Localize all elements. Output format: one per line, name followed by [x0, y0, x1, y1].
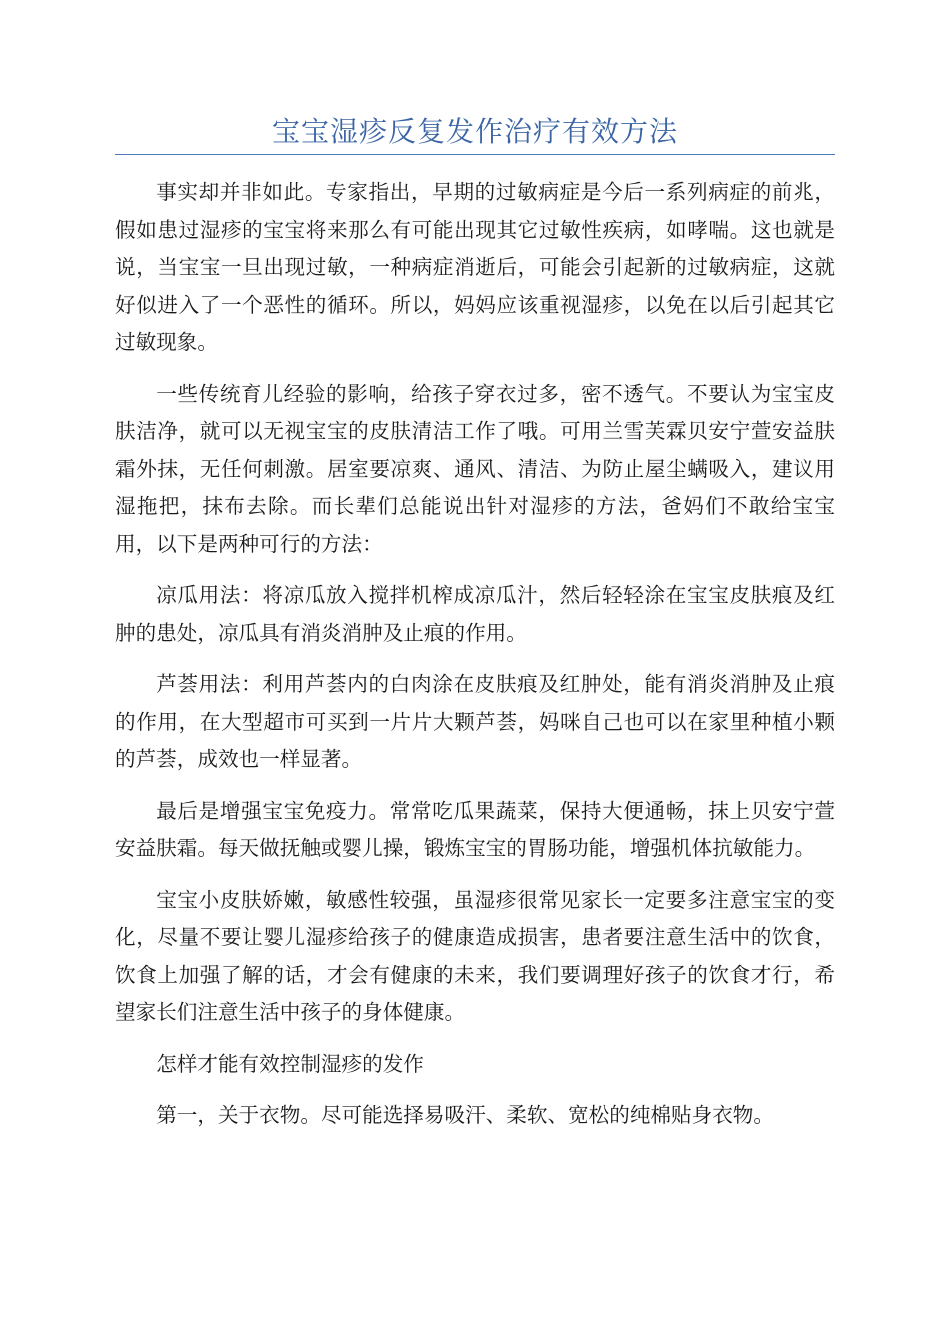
paragraph: 凉瓜用法：将凉瓜放入搅拌机榨成凉瓜汁，然后轻轻涂在宝宝皮肤痕及红肿的患处，凉瓜具有消炎消肿及止痕的作用。 — [115, 583, 835, 645]
paragraph: 最后是增强宝宝免疫力。常常吃瓜果蔬菜，保持大便通畅，抹上贝安宁萱安益肤霜。每天做抚触或婴儿操，锻炼宝宝的胃肠功能，增强机体抗敏能力。 — [115, 798, 835, 860]
paragraph: 宝宝小皮肤娇嫩，敏感性较强，虽湿疹很常见家长一定要多注意宝宝的变化，尽量不要让婴儿湿疹给孩子的健康造成损害，患者要注意生活中的饮食，饮食上加强了解的话，才会有健康的未来，我们要调理好孩子的饮食才行，希望家长们注意生活中孩子的身体健康。 — [115, 887, 835, 1024]
section-heading: 怎样才能有效控制湿疹的发作 — [156, 1051, 424, 1076]
paragraph: 第一，关于衣物。尽可能选择易吸汗、柔软、宽松的纯棉贴身衣物。 — [156, 1103, 774, 1127]
document-title: 宝宝湿疹反复发作治疗有效方法 — [271, 115, 678, 148]
paragraph: 芦荟用法：利用芦荟内的白肉涂在皮肤痕及红肿处，能有消炎消肿及止痕的作用，在大型超市可买到一片片大颗芦荟，妈咪自己也可以在家里种植小颗的芦荟，成效也一样显著。 — [115, 672, 835, 771]
document-body — [115, 174, 835, 1149]
paragraph: 事实却并非如此。专家指出，早期的过敏病症是今后一系列病症的前兆，假如患过湿疹的宝宝将来那么有可能出现其它过敏性疾病，如哮喘。这也就是说，当宝宝一旦出现过敏，一种病症消逝后，可能会引起新的过敏病症，这就好似进入了一个恶性的循环。所以，妈妈应该重视湿疹，以免在以后引起其它过敏现象。 — [115, 180, 835, 354]
title-underline — [115, 154, 835, 155]
paragraph: 一些传统育儿经验的影响，给孩子穿衣过多，密不透气。不要认为宝宝皮肤洁净，就可以无视宝宝的皮肤清洁工作了哦。可用兰雪芙霖贝安宁萱安益肤霜外抹，无任何刺激。居室要凉爽、通风、清洁、为防止屋尘螨吸入，建议用湿拖把，抹布去除。而长辈们总能说出针对湿疹的方法，爸妈们不敢给宝宝用，以下是两种可行的方法： — [115, 381, 835, 556]
